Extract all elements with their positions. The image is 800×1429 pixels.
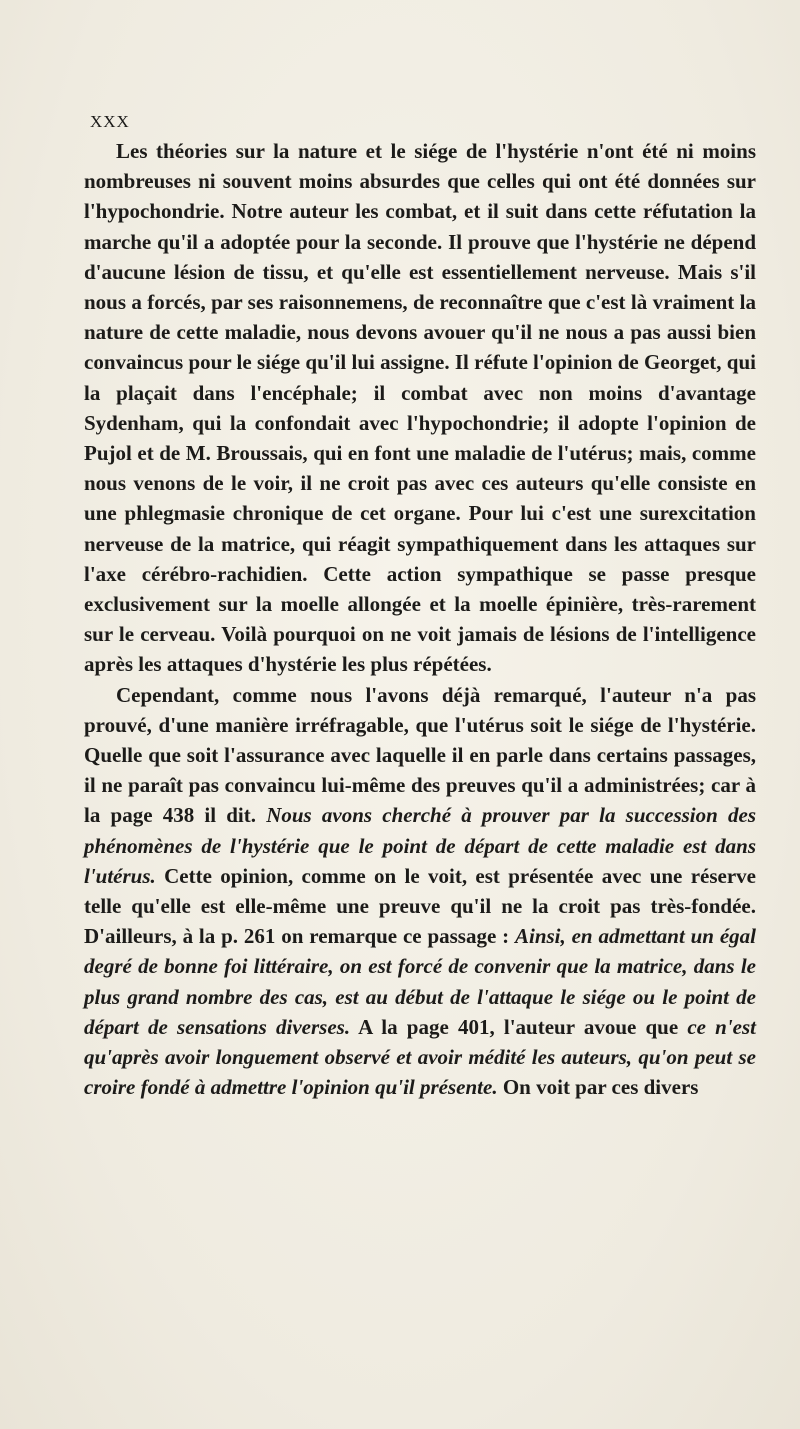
quote-page-401: ce n'est qu'après avoir longuement observé et avoir médité les auteurs, qu'on peut se croire fondé à admettre l'opinion qu'il présente.	[84, 1014, 756, 1100]
quote-page-261: Ainsi, en admettant un égal degré de bonne foi littéraire, on est forcé de convenir que la matrice, dans le plus grand nombre des cas, est au début de l'attaque le siége ou le point de départ de sensations diverses.	[84, 924, 756, 1039]
body-text	[84, 136, 756, 1103]
page-number: XXX	[90, 112, 130, 131]
quote-page-438: Nous avons cherché à prouver par la succession des phénomènes de l'hystérie que le point de départ de cette maladie est dans l'utérus.	[84, 803, 756, 888]
paragraph-2-text: Cette opinion, comme on le voit, est présentée avec une réserve telle qu'elle est elle-même une preuve qu'il ne la croit pas très-fondée. D'ailleurs, à la p. 261 on remarque ce passage :	[84, 863, 756, 949]
paragraph-1	[84, 136, 756, 680]
paragraph-2-text: A la page 401, l'auteur avoue que	[350, 1014, 688, 1039]
paragraph-2	[84, 680, 756, 1103]
paragraph-2-text: Cependant, comme nous l'avons déjà remarqué, l'auteur n'a pas prouvé, d'une manière irréfragable, que l'utérus soit le siége de l'hystérie. Quelle que soit l'assurance avec laquelle il en parle dans certains passages, il ne paraît pas convaincu lui-même des preuves qu'il a administrées; car à la page 438 il dit.	[84, 682, 756, 828]
paragraph-2-text: On voit par ces divers	[497, 1075, 699, 1100]
paragraph-1-text: Les théories sur la nature et le siége de l'hystérie n'ont été ni moins nombreuses ni souvent moins absurdes que celles qui ont été données sur l'hypochondrie. Notre auteur les combat, et il suit dans cette réfutation la marche qu'il a adoptée pour la seconde. Il prouve que l'hystérie ne dépend d'aucune lésion de tissu, et qu'elle est essentiellement nerveuse. Mais s'il nous a forcés, par ses raisonnemens, de reconnaître que c'est là vraiment la nature de cette maladie, nous devons avouer qu'il ne nous a pas aussi bien convaincus pour le siége qu'il lui assigne. Il réfute l'opinion de Georget, qui la plaçait dans l'encéphale; il combat avec non moins d'avantage Sydenham, qui la confondait avec l'hypochondrie; il adopte l'opinion de Pujol et de M. Broussais, qui en font une maladie de l'utérus; mais, comme nous venons de le voir, il ne croit pas avec ces auteurs qu'elle consiste en une phlegmasie chronique de cet organe. Pour lui c'est une surexcitation nerveuse de la matrice, qui réagit sympathiquement dans les attaques sur l'axe cérébro-rachidien. Cette action sympathique se passe presque exclusivement sur la moelle allongée et la moelle épinière, très-rarement sur le cerveau. Voilà pourquoi on ne voit jamais de lésions de l'intelligence après les attaques d'hystérie les plus répétées.	[84, 139, 756, 677]
